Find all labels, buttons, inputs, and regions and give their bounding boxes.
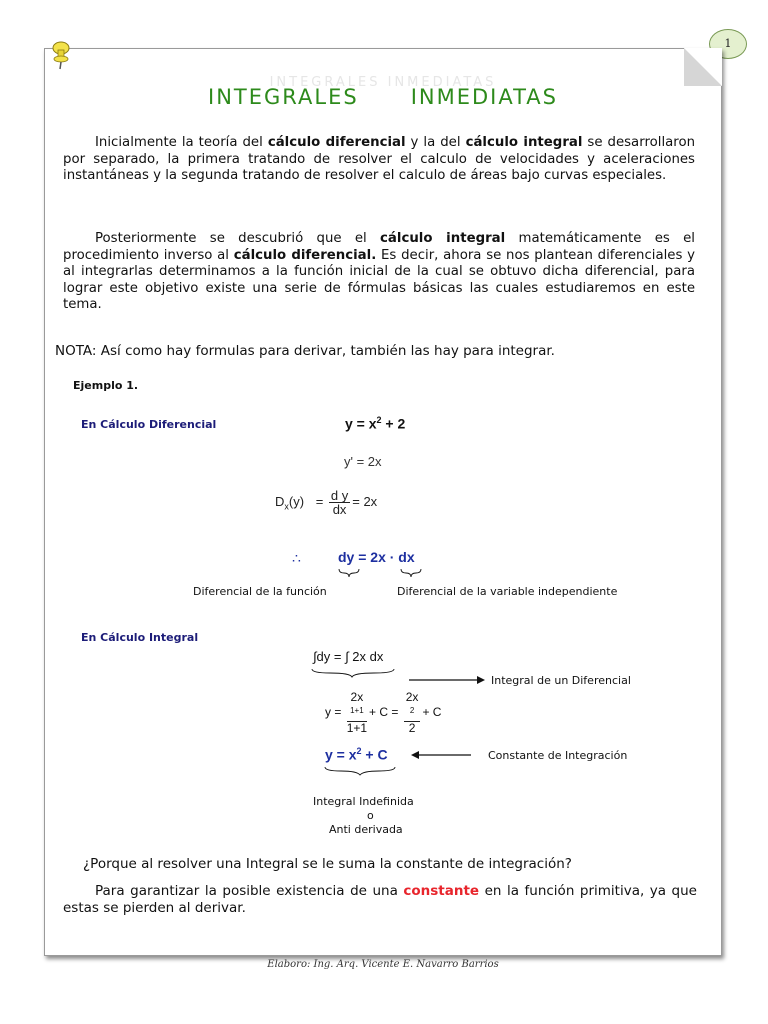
integral-eq-1: ∫dy = ∫ 2x dx — [313, 649, 384, 664]
page-number-badge: 1 — [709, 29, 747, 59]
document-page — [44, 48, 722, 970]
push-pin-icon — [48, 40, 74, 70]
paragraph-1: Inicialmente la teoría del cálculo diferencial y la del cálculo integral se desarrollaron por separado, la primera tratando de resolver el calculo de velocidades y aceleraciones instantáneas y la segunda tratando de resolver el calculo de áreas bajo curvas especiales. — [63, 135, 696, 183]
underbraces — [335, 567, 475, 579]
integral-heading: En Cálculo Integral — [81, 631, 199, 644]
nota-text: NOTA: Así como hay formulas para derivar, también las hay para integrar. — [55, 343, 555, 359]
differential-eq-3: $D_x(y)$ = $\frac{\text{d y}}{dx}$ = 2x — [275, 488, 378, 517]
label-indefinite-integral: Integral Indefinida — [313, 795, 414, 808]
title-shadow-text: INTEGRALES INMEDIATAS — [269, 75, 497, 90]
page-title — [45, 75, 721, 109]
integral-eq-3: $y = x^2 + C$ — [325, 746, 388, 763]
paragraph-2: Posteriormente se descubrió que el cálculo integral matemáticamente es el procedimiento inverso al cálculo diferencial. Es decir, ahora se nos plantean diferenciales y al integrarlas determinamos a la función inicial de la cual se obtuvo dicha diferencial, para lograr este objetivo existe una serie de fórmulas básicas las cuales estudiaremos en este tema. — [63, 231, 696, 312]
label-or: o — [367, 809, 374, 822]
integral-result-underbrace — [323, 765, 399, 777]
title-word-2: INMEDIATAS — [410, 85, 558, 109]
arrow-left-icon — [411, 750, 471, 760]
label-function-differential: Diferencial de la función — [193, 585, 327, 598]
differential-heading: En Cálculo Diferencial — [81, 418, 217, 431]
underbrace-dx — [401, 569, 421, 577]
differential-eq-2: y' = 2x — [344, 454, 382, 469]
therefore-symbol: ∴ — [292, 550, 301, 566]
integral-eq-2: y = 2x $^{1+1}$ 1+1 + C = 2x $^2$ 2 + C — [325, 690, 442, 735]
integral-underbrace — [310, 667, 400, 679]
question-text: ¿Porque al resolver una Integral se le suma la constante de integración? — [83, 856, 572, 872]
differential-eq-1: $y = x^2 + 2$ — [345, 415, 406, 432]
differential-eq-4: dy = 2x · dx — [338, 549, 415, 565]
arrow-right-icon — [409, 675, 485, 685]
answer-text: Para garantizar la posible existencia de una constante en la función primitiva, ya que estas se pierden al derivar. — [63, 883, 697, 916]
example-heading: Ejemplo 1. — [73, 379, 139, 392]
footer-author: Elaboro: Ing. Arq. Vicente E. Navarro Barrios — [267, 959, 499, 970]
label-integration-constant: Constante de Integración — [488, 749, 628, 762]
label-antiderivative: Anti derivada — [329, 823, 403, 836]
underbrace-dy — [339, 569, 359, 577]
label-variable-differential: Diferencial de la variable independiente — [397, 585, 618, 598]
label-integral-of-differential: Integral de un Diferencial — [491, 674, 631, 687]
title-word-1: INTEGRALES — [208, 85, 359, 109]
